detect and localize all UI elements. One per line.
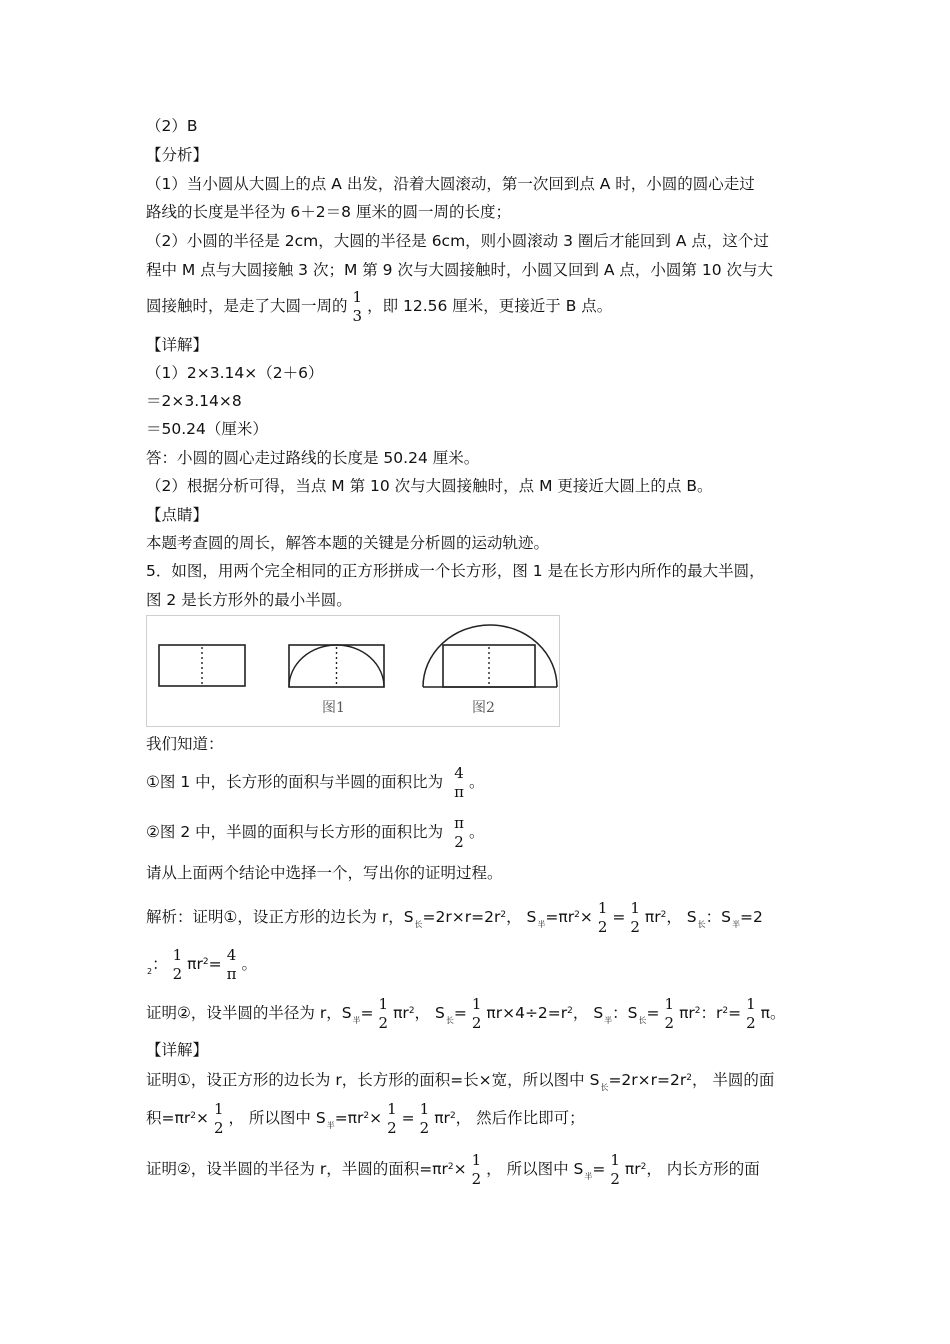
fraction-half xyxy=(664,995,676,1033)
denominator: 2 xyxy=(746,1013,756,1032)
denominator: 2 xyxy=(664,1013,675,1032)
text-span: ， S xyxy=(506,908,537,926)
text-span: 。 xyxy=(468,823,485,841)
subscript: 半 xyxy=(604,1016,613,1025)
denominator: 2 xyxy=(419,1118,430,1137)
text-span: × xyxy=(579,908,593,926)
calc-line: ＝50.24（厘米） xyxy=(146,420,268,438)
fraction-half xyxy=(213,1100,225,1138)
superscript: 2 xyxy=(447,1162,454,1172)
superscript: 2 xyxy=(190,1111,196,1121)
subscript: 半 xyxy=(326,1121,335,1130)
numerator: 1 xyxy=(597,898,608,917)
calc-line: ＝2×3.14×8 xyxy=(146,392,242,410)
text-span: =πr xyxy=(334,1109,364,1127)
superscript: 2 xyxy=(449,1111,456,1121)
text-span: 解析：证明①，设正方形的边长为 r，S xyxy=(146,908,414,926)
text-span: = xyxy=(592,1160,606,1178)
subscript: 半 xyxy=(731,920,740,929)
text-span: × xyxy=(369,1109,383,1127)
superscript: 2 xyxy=(500,910,507,920)
fraction-half xyxy=(745,995,757,1033)
superscript: 2 xyxy=(363,1111,370,1121)
superscript: 2 xyxy=(660,910,667,920)
claim-1 xyxy=(146,760,485,804)
fraction-four-pi xyxy=(453,764,465,802)
claim-2 xyxy=(146,810,485,854)
denominator: 2 xyxy=(213,1118,224,1137)
text-span: ：r xyxy=(700,1004,723,1022)
numerator: 1 xyxy=(471,1150,482,1169)
text-span: = xyxy=(453,1004,467,1022)
subscript: 长 xyxy=(697,920,706,929)
fraction-one-third xyxy=(352,288,364,326)
subscript: 长 xyxy=(600,1083,609,1092)
subscript: 2 xyxy=(147,967,153,976)
paragraph-line: （2）根据分析可得，当点 M 第 10 次与大圆接触时，点 M 更接近大圆上的点 B。 xyxy=(146,477,713,495)
paragraph-line: （2）小圆的半径是 2cm，大圆的半径是 6cm，则小圆滚动 3 圈后才能回到 A 点，这个过 xyxy=(146,232,769,250)
subscript: 半 xyxy=(584,1172,593,1181)
fraction-half xyxy=(471,1151,483,1189)
fraction-half xyxy=(629,899,641,937)
superscript: 2 xyxy=(694,1006,701,1016)
denominator: 2 xyxy=(597,917,608,936)
denominator: 2 xyxy=(610,1169,620,1188)
text-span: ， S xyxy=(572,1004,604,1022)
denominator: π xyxy=(454,782,464,801)
text-span: 。 xyxy=(468,773,485,791)
fraction-half xyxy=(172,946,184,984)
figure-svg xyxy=(147,616,559,726)
fraction-half xyxy=(471,995,483,1033)
subscript: 半 xyxy=(352,1016,361,1025)
numerator: 1 xyxy=(419,1099,430,1118)
text-span: ①图 1 中，长方形的面积与半圆的面积比为 xyxy=(146,773,444,791)
superscript: 2 xyxy=(574,910,580,920)
text-span: πr xyxy=(486,1004,503,1022)
text-span: = xyxy=(360,1004,374,1022)
text-span: =πr xyxy=(545,908,575,926)
answer-statement: 答：小圆的圆心走过路线的长度是 50.24 厘米。 xyxy=(146,449,480,467)
denominator: 2 xyxy=(454,832,464,851)
superscript: 2 xyxy=(408,1006,415,1016)
superscript: 2 xyxy=(686,1073,692,1083)
superscript: 2 xyxy=(722,1006,729,1016)
text-span: × xyxy=(195,1109,209,1127)
fraction-half xyxy=(597,899,609,937)
denominator: 2 xyxy=(471,1169,482,1188)
text-span: =2r×r=2r xyxy=(608,1071,687,1089)
paragraph-line: 程中 M 点与大圆接触 3 次；M 第 9 次与大圆接触时，小圆又回到 A 点，小圆第 10 次与大 xyxy=(146,261,773,279)
fraction-pi-two xyxy=(453,814,465,852)
fraction-half xyxy=(378,995,390,1033)
text-span: ：S xyxy=(705,908,731,926)
numerator: 1 xyxy=(378,994,389,1013)
subscript: 长 xyxy=(414,920,423,929)
text-span: ：S xyxy=(612,1004,638,1022)
fig2-label: 图2 xyxy=(472,700,495,716)
text-span: ， 所以图中 S xyxy=(486,1160,584,1178)
text-span: ， S xyxy=(414,1004,445,1022)
proof-2-line xyxy=(146,989,786,1043)
calc-line: （1）2×3.14×（2＋6） xyxy=(146,364,324,382)
text-span: ， 所以图中 S xyxy=(228,1109,326,1127)
text-span: ， 内长方形的面 xyxy=(646,1160,760,1178)
denominator: 3 xyxy=(352,306,363,325)
text-span: = xyxy=(612,908,626,926)
text-span: ， S xyxy=(666,908,697,926)
section-heading-analysis: 【分析】 xyxy=(146,146,209,164)
proof-1-line-1 xyxy=(146,893,763,947)
text-span: =2 xyxy=(739,908,763,926)
text-span: =2r×r=2r xyxy=(422,908,501,926)
superscript: 2 xyxy=(202,957,209,967)
subscript: 半 xyxy=(537,920,546,929)
text-span: 证明①，设正方形的边长为 r，长方形的面积=长×宽，所以图中 S xyxy=(146,1071,600,1089)
text-span: = xyxy=(646,1004,660,1022)
paragraph-line: 请从上面两个结论中选择一个，写出你的证明过程。 xyxy=(146,864,503,882)
fig1-label: 图1 xyxy=(322,700,345,716)
section-heading-comment: 【点睛】 xyxy=(146,506,209,524)
text-span: 证明②，设半圆的半径为 r，S xyxy=(146,1004,352,1022)
numerator: 1 xyxy=(471,994,482,1013)
detail-1-line-2 xyxy=(146,1094,585,1148)
text-span: = xyxy=(728,1004,742,1022)
text-span: = xyxy=(401,1109,415,1127)
subscript: 长 xyxy=(445,1016,454,1025)
text-span: = xyxy=(208,955,222,973)
subscript: 长 xyxy=(638,1016,647,1025)
text-span: πr xyxy=(393,1004,409,1022)
text-span: ②图 2 中，半圆的面积与长方形的面积比为 xyxy=(146,823,444,841)
text-span: ， 半圆的面 xyxy=(691,1071,775,1089)
text-span: 证明②，设半圆的半径为 r，半圆的面积=πr xyxy=(146,1160,448,1178)
text-span: π。 xyxy=(760,1004,786,1022)
superscript: 2 xyxy=(567,1006,573,1016)
denominator: 2 xyxy=(387,1118,397,1137)
numerator: 4 xyxy=(454,763,464,782)
text-span: πr xyxy=(187,955,203,973)
numerator: 1 xyxy=(172,945,183,964)
text-span: ， 然后作比即可； xyxy=(455,1109,585,1127)
text-span: ，即 12.56 厘米，更接近于 B 点。 xyxy=(367,297,613,315)
paragraph-line: 路线的长度是半径为 6＋2＝8 厘米的圆一周的长度； xyxy=(146,203,511,221)
numerator: 1 xyxy=(610,1150,620,1169)
numerator: 1 xyxy=(213,1099,224,1118)
question-line: 图 2 是长方形外的最小半圆。 xyxy=(146,591,352,609)
numerator: 1 xyxy=(387,1099,397,1118)
superscript: 2 xyxy=(640,1162,647,1172)
text-span: 圆接触时，是走了大圆一周的 xyxy=(146,297,348,315)
text-span: πr xyxy=(644,908,661,926)
paragraph-line: 我们知道： xyxy=(146,735,224,753)
text-span: 。 xyxy=(241,955,257,973)
numerator: 4 xyxy=(226,945,237,964)
numerator: π xyxy=(454,813,464,832)
text-span: πr xyxy=(679,1004,695,1022)
paragraph-line: （1）当小圆从大圆上的点 A 出发，沿着大圆滚动，第一次回到点 A 时，小圆的圆心走过 xyxy=(146,175,755,193)
section-heading-detail: 【详解】 xyxy=(146,336,209,354)
figure-rectangles-semicircles xyxy=(146,615,560,727)
fraction-half xyxy=(386,1100,398,1138)
text-span: πr xyxy=(434,1109,450,1127)
fig2-rect xyxy=(443,645,535,687)
fraction-half xyxy=(609,1151,621,1189)
section-heading-detail-2: 【详解】 xyxy=(146,1041,209,1059)
denominator: 2 xyxy=(378,1013,389,1032)
fig1-rect xyxy=(289,645,384,687)
paragraph-line: 本题考查圆的周长，解答本题的关键是分析圆的运动轨迹。 xyxy=(146,534,550,552)
paragraph-line xyxy=(146,284,612,328)
detail-2-line-1 xyxy=(146,1145,760,1199)
numerator: 1 xyxy=(630,898,640,917)
text-span: ： xyxy=(152,955,168,973)
numerator: 1 xyxy=(746,994,756,1013)
text-span: 积=πr xyxy=(146,1109,191,1127)
proof-1-line-2 xyxy=(146,940,257,994)
question-line: 5．如图，用两个完全相同的正方形拼成一个长方形，图 1 是在长方形内所作的最大半圆， xyxy=(146,562,765,580)
denominator: 2 xyxy=(630,917,640,936)
numerator: 1 xyxy=(664,994,675,1013)
numerator: 1 xyxy=(352,287,363,306)
fraction-half xyxy=(419,1100,431,1138)
text-span: × xyxy=(453,1160,467,1178)
fig1-plain-rect xyxy=(159,645,245,686)
fig1-semicircle xyxy=(289,645,384,687)
text-span: ×4÷2=r xyxy=(502,1004,568,1022)
denominator: 2 xyxy=(471,1013,482,1032)
answer-line: （2）B xyxy=(146,117,198,135)
text-span: πr xyxy=(624,1160,641,1178)
denominator: π xyxy=(226,964,237,983)
denominator: 2 xyxy=(172,964,183,983)
fraction-four-pi xyxy=(226,946,238,984)
